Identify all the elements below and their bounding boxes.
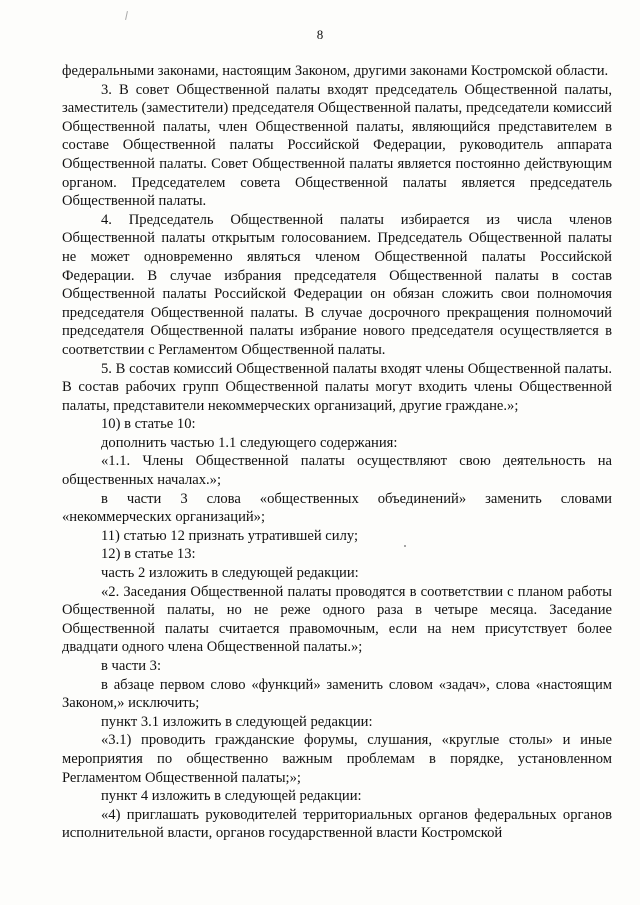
item-11: 11) статью 12 признать утратившей силу; xyxy=(101,527,359,544)
paragraph-4: 4. Председатель Общественной палаты избирается из числа членов Общественной палаты открытым голосованием. Председатель Общественной палаты не может одновременно являться членом Общественной палаты Российской Федерации. В случае избрания председателя Общественной палаты в состав Общественной палаты Российской Федерации он обязан сложить свои полномочия председателя Общественной палаты. В случае досрочного прекращения полномочий председателя Общественной палаты избрание нового председателя осуществляется в соответствии с Регламентом Общественной палаты. xyxy=(62,211,612,358)
part-3-first: в абзаце первом слово «функций» заменить словом «задач», слова «настоящим Законом,» исключить; xyxy=(62,676,612,712)
point-4-instruction: пункт 4 изложить в следующей редакции: xyxy=(101,788,362,805)
item-12-quote: «2. Заседания Общественной палаты проводятся в соответствии с планом работы Общественной палаты, но не реже одного раза в четыре месяца. Заседание Общественной палаты считается правомочным, если на нем присутствует более двадцати одного члена Общественной палаты.»; xyxy=(62,583,612,656)
part-3-heading: в части 3: xyxy=(101,658,162,674)
point-3-1-instruction: пункт 3.1 изложить в следующей редакции: xyxy=(101,713,373,730)
item-10-instruction: дополнить частью 1.1 следующего содержания: xyxy=(101,434,398,451)
paragraph-continuation: федеральными законами, настоящим Законом, другими законами Костромской области. xyxy=(62,63,609,79)
point-4-quote: «4) приглашать руководителей территориальных органов федеральных органов исполнительной власти, органов государственной власти Костромской xyxy=(62,806,612,842)
paragraph-3: 3. В совет Общественной палаты входят председатель Общественной палаты, заместитель (заместители) председателя Общественной палаты, председатели комиссий Общественной палаты, член Общественной палаты, являющийся представителем в составе Общественной палаты Российской Федерации, руководитель аппарата Общественной палаты. Совет Общественной палаты является постоянно действующим органом. Председателем совета Общественной палаты является председатель Общественной палаты. xyxy=(62,81,612,210)
scan-mark xyxy=(125,11,128,20)
item-10: 10) в статье 10: xyxy=(101,416,196,433)
item-12: 12) в статье 13: xyxy=(101,546,196,563)
item-10-replace: в части 3 слова «общественных объединений» заменить словами «некоммерческих организаций»; xyxy=(62,490,612,526)
point-3-1-quote: «3.1) проводить гражданские форумы, слушания, «круглые столы» и иные мероприятия по общественно важным проблемам в порядке, установленном Регламентом Общественной палаты;»; xyxy=(62,732,612,786)
paragraph-5: 5. В состав комиссий Общественной палаты входят члены Общественной палаты. В состав рабочих групп Общественной палаты могут входить члены Общественной палаты, представители некоммерческих организаций, другие граждане.»; xyxy=(62,360,612,414)
document-body xyxy=(62,62,612,843)
scan-speck xyxy=(404,545,406,547)
item-12-instruction: часть 2 изложить в следующей редакции: xyxy=(101,565,359,582)
item-10-quote: «1.1. Члены Общественной палаты осуществляют свою деятельность на общественных началах.»; xyxy=(62,453,612,489)
page-number: 8 xyxy=(316,27,324,42)
